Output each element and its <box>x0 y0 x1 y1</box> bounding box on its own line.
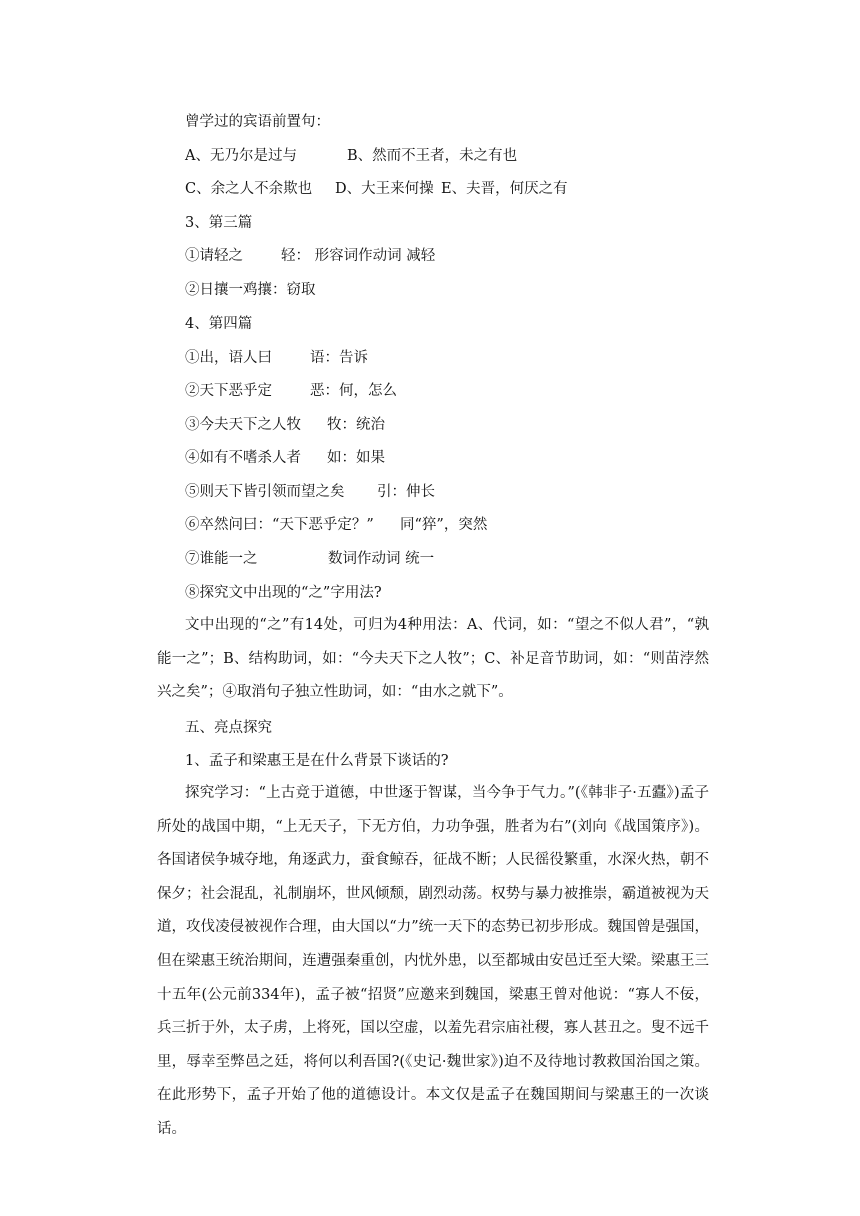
line-text: 4、第四篇 <box>185 316 253 332</box>
line-text: E、夫晋，何厌之有 <box>441 181 568 197</box>
line-text: D、大王来何操 <box>335 181 434 197</box>
text-line <box>185 381 397 401</box>
line-text: 语：告诉 <box>310 350 368 366</box>
line-text: ⑥卒然问曰：“天下恶乎定？” <box>185 517 374 533</box>
line-text: 牧：统治 <box>327 417 385 433</box>
paragraph-background: 探究学习：“上古竞于道德，中世逐于智谋，当今争于气力。”(《韩非子·五蠹》)孟子所处的战国中期，“上无天子，下无方伯，力功争强，胜者为右”(刘向《战国策序》)。各国诸侯争城夺地，角逐武力，蚕食鲸吞，征战不断；人民徭役繁重，水深火热，朝不保夕；社会混乱，礼制崩坏，世风倾颓，剧烈动荡。权势与暴力被推崇，霸道被视为天道，攻伐凌侵被视作合理，由大国以“力”统一天下的态势已初步形成。魏国曾是强国，但在梁惠王统治期间，连遭强秦重创，内忧外患，以至都城由安邑迁至大梁。梁惠王三十五年(公元前334年)，孟子被“招贤”应邀来到魏国，梁惠王曾对他说：“寡人不佞，兵三折于外，太子虏，上将死，国以空虚，以羞先君宗庙社稷，寡人甚丑之。叟不远千里，辱幸至弊邑之廷，将何以利吾国?(《史记·魏世家》)迫不及待地讨教救国治国之策。在此形势下，孟子开始了他的道德设计。本文仅是孟子在魏国期间与梁惠王的一次谈话。 <box>157 785 709 1137</box>
text-line <box>185 280 316 300</box>
line-text: B、然而不王者，未之有也 <box>347 148 518 164</box>
line-text: 如：如果 <box>327 450 385 466</box>
text-line <box>185 448 385 468</box>
text-line <box>185 482 435 502</box>
text-line <box>185 515 487 535</box>
text-line <box>185 415 385 435</box>
line-text: ④如有不嗜杀人者 <box>185 450 301 466</box>
line-text: 1、孟子和梁惠王是在什么背景下谈话的? <box>185 753 449 769</box>
text-line <box>185 213 252 233</box>
line-text: 数词作动词 统一 <box>328 551 435 567</box>
section-heading <box>185 718 272 738</box>
paragraph-zhi-usage: 文中出现的“之”有14处，可归为4种用法：A、代词，如：“望之不似人君”，“孰能一之”；B、结构助词，如：“今夫天下之人牧”；C、补足音节助词，如：“则苗浡然兴之矣”；④取消句子独立性助词，如：“由水之就下”。 <box>157 617 709 701</box>
line-text: 同“猝”，突然 <box>400 517 488 533</box>
line-text: 引：伸长 <box>377 484 435 500</box>
line-text: 恶：何，怎么 <box>310 383 397 399</box>
line-text: 轻： 形容词作动词 减轻 <box>281 248 436 264</box>
text-line <box>185 314 252 334</box>
question-line <box>185 751 449 771</box>
line-text: ②天下恶乎定 <box>185 383 272 399</box>
line-text: 五、亮点探究 <box>185 720 272 736</box>
line-text: ⑦谁能一之 <box>185 551 258 567</box>
line-text: C、余之人不余欺也 <box>185 181 313 197</box>
line-text: ①出，语人曰 <box>185 350 272 366</box>
line-text: A、无乃尔是过与 <box>185 148 297 164</box>
text-line <box>185 246 435 266</box>
line-text: 3、第三篇 <box>185 215 253 231</box>
text-line <box>185 146 517 166</box>
text-line <box>185 348 368 368</box>
text-line <box>185 583 382 603</box>
line-text: ③今夫天下之人牧 <box>185 417 301 433</box>
text-line <box>185 112 330 132</box>
line-text: ⑧探究文中出现的“之”字用法? <box>185 585 382 601</box>
line-text: 曾学过的宾语前置句： <box>185 114 330 130</box>
line-text: ⑤则天下皆引领而望之矣 <box>185 484 345 500</box>
line-text: ①请轻之 <box>185 248 243 264</box>
text-line <box>185 179 568 199</box>
line-text: ②日攘一鸡攘：窃取 <box>185 282 316 298</box>
text-line <box>185 549 434 569</box>
